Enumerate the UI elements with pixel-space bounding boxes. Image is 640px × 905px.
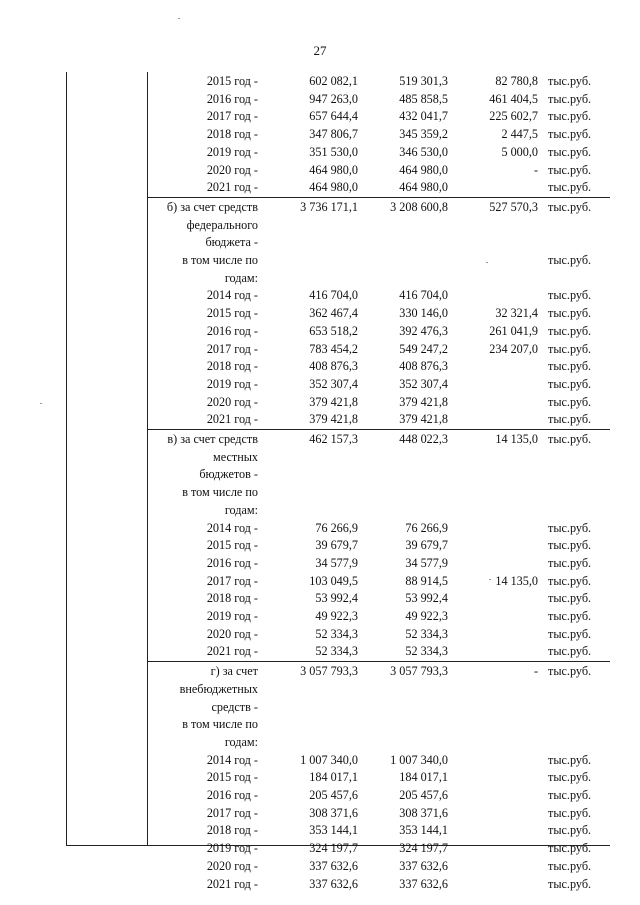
year-row [0, 875, 640, 893]
year-row [0, 357, 640, 375]
section-title-row [0, 715, 640, 733]
total-amount: 464 980,0 [309, 162, 358, 177]
unit-label: тыс.руб. [548, 74, 592, 88]
unit-label: тыс.руб. [548, 323, 592, 338]
unit-label: тыс.руб. [548, 841, 592, 856]
year-label: 2016 год - [206, 91, 258, 106]
total-amount: 337 632,6 [309, 876, 358, 891]
year-row [0, 72, 640, 90]
year-label: 2015 год - [206, 74, 258, 88]
year-row [0, 375, 640, 393]
total-amount: 351 530,0 [309, 144, 358, 159]
section-title-line: годам: [224, 734, 258, 749]
section-header-row [0, 662, 640, 680]
year-row [0, 125, 640, 143]
amount-col-2: 52 334,3 [405, 644, 448, 659]
amount-col-2: 337 632,6 [399, 858, 448, 873]
total-amount: 352 307,4 [309, 376, 358, 391]
unit-label: тыс.руб. [548, 788, 592, 802]
amount-col-2: 1 007 340,0 [390, 752, 448, 767]
section-col-2: 448 022,3 [399, 432, 448, 446]
section-title-row [0, 698, 640, 716]
unit-label: тыс.руб. [548, 288, 592, 303]
year-label: 2016 год - [206, 788, 258, 802]
section-col-3: 14 135,0 [495, 432, 538, 446]
section-title-line: бюджета - [205, 235, 258, 250]
year-label: 2018 год - [206, 591, 258, 606]
amount-col-3: 234 207,0 [489, 341, 538, 356]
total-amount: 337 632,6 [309, 858, 358, 873]
total-amount: 34 577,9 [315, 555, 358, 570]
section-header-row [0, 430, 640, 448]
year-label: 2014 год - [206, 288, 258, 303]
unit-label: тыс.руб. [548, 91, 592, 106]
year-label: 2018 год - [206, 359, 258, 374]
amount-col-2: 379 421,8 [399, 394, 448, 409]
total-amount: 379 421,8 [309, 394, 358, 409]
amount-col-2: 345 359,2 [399, 127, 448, 142]
unit-label: тыс.руб. [548, 573, 592, 588]
total-amount: 602 082,1 [309, 74, 358, 88]
amount-col-2: 464 980,0 [399, 162, 448, 177]
unit-label: тыс.руб. [548, 858, 592, 873]
total-amount: 653 518,2 [309, 323, 358, 338]
section-title-row [0, 483, 640, 501]
section-unit: тыс.руб. [548, 432, 592, 446]
section-sub-unit: тыс.руб. [548, 253, 592, 267]
year-row [0, 161, 640, 179]
unit-label: тыс.руб. [548, 306, 592, 321]
amount-col-2: 76 266,9 [405, 520, 448, 535]
section-col-3: 527 570,3 [489, 199, 538, 214]
amount-col-2: 379 421,8 [399, 412, 448, 427]
section-title-line: г) за счет [210, 664, 258, 679]
year-label: 2016 год - [206, 323, 258, 338]
section-title-line: в том числе по [182, 717, 258, 732]
year-row [0, 536, 640, 554]
amount-col-2: 337 632,6 [399, 876, 448, 891]
year-row [0, 768, 640, 786]
amount-col-2: 485 858,5 [399, 91, 448, 106]
amount-col-2: 88 914,5 [405, 573, 448, 588]
year-row [0, 821, 640, 839]
amount-col-2: 205 457,6 [399, 788, 448, 802]
amount-col-2: 353 144,1 [399, 823, 448, 838]
total-amount: 76 266,9 [315, 520, 358, 535]
unit-label: тыс.руб. [548, 609, 592, 623]
unit-label: тыс.руб. [548, 376, 592, 391]
total-amount: 347 806,7 [309, 127, 358, 142]
unit-label: тыс.руб. [548, 520, 592, 535]
year-row [0, 589, 640, 607]
year-label: 2021 год - [206, 412, 258, 427]
amount-col-3: 261 041,9 [489, 323, 538, 338]
section-title-row [0, 216, 640, 234]
year-label: 2015 год - [206, 770, 258, 785]
amount-col-3: 461 404,5 [489, 91, 538, 106]
year-label: 2019 год - [206, 376, 258, 391]
section-total: 462 157,3 [309, 432, 358, 446]
total-amount: 353 144,1 [309, 823, 358, 838]
total-amount: 49 922,3 [315, 609, 358, 623]
year-label: 2019 год - [206, 144, 258, 159]
year-label: 2014 год - [206, 520, 258, 535]
year-label: 2017 год - [206, 341, 258, 356]
section-total: 3 736 171,1 [300, 199, 358, 214]
year-row [0, 804, 640, 822]
year-row [0, 393, 640, 411]
section-title-line: местных [213, 449, 258, 464]
amount-col-2: 549 247,2 [399, 341, 448, 356]
section-title-line: средств - [211, 699, 258, 714]
amount-col-2: 39 679,7 [405, 538, 448, 553]
amount-col-2: 184 017,1 [399, 770, 448, 785]
section-unit: тыс.руб. [548, 199, 592, 214]
year-row [0, 90, 640, 108]
amount-col-2: 432 041,7 [399, 109, 448, 124]
amount-col-3: 2 447,5 [501, 127, 538, 142]
unit-label: тыс.руб. [548, 144, 592, 159]
amount-col-2: 324 197,7 [399, 841, 448, 856]
year-label: 2021 год - [206, 876, 258, 891]
amount-col-2: 330 146,0 [399, 306, 448, 321]
total-amount: 205 457,6 [309, 788, 358, 802]
section-title-row [0, 465, 640, 483]
total-amount: 379 421,8 [309, 412, 358, 427]
amount-col-2: 49 922,3 [405, 609, 448, 623]
amount-col-2: 519 301,3 [399, 74, 448, 88]
section-title-line: в том числе по [182, 485, 258, 500]
unit-label: тыс.руб. [548, 752, 592, 767]
year-label: 2020 год - [206, 394, 258, 409]
unit-label: тыс.руб. [548, 591, 592, 606]
section-title-line: годам: [224, 270, 258, 285]
year-label: 2021 год - [206, 644, 258, 659]
year-row [0, 625, 640, 643]
unit-label: тыс.руб. [548, 341, 592, 356]
section-title-row [0, 501, 640, 519]
total-amount: 39 679,7 [315, 538, 358, 553]
unit-label: тыс.руб. [548, 644, 592, 659]
year-label: 2019 год - [206, 841, 258, 856]
year-row [0, 322, 640, 340]
section-title-line: внебюджетных [179, 681, 258, 696]
year-label: 2019 год - [206, 609, 258, 623]
year-label: 2020 год - [206, 162, 258, 177]
year-row [0, 751, 640, 769]
section-col-3: - [533, 664, 538, 679]
year-row [0, 178, 640, 196]
amount-col-2: 352 307,4 [399, 376, 448, 391]
section-title-row [0, 233, 640, 251]
year-row [0, 143, 640, 161]
year-label: 2017 год - [206, 573, 258, 588]
section-title-line: федерального [186, 217, 258, 232]
unit-label: тыс.руб. [548, 394, 592, 409]
year-row [0, 642, 640, 660]
unit-label: тыс.руб. [548, 109, 592, 124]
section-title-row [0, 448, 640, 466]
section-title-line: в) за счет средств [167, 432, 258, 446]
year-label: 2014 год - [206, 752, 258, 767]
total-amount: 52 334,3 [315, 644, 358, 659]
unit-label: тыс.руб. [548, 180, 592, 195]
section-title-line: годам: [224, 502, 258, 517]
section-col-2: 3 057 793,3 [390, 664, 448, 679]
section-title-row [0, 251, 640, 269]
year-label: 2020 год - [206, 626, 258, 641]
amount-col-2: 416 704,0 [399, 288, 448, 303]
amount-col-2: 308 371,6 [399, 805, 448, 820]
amount-col-3: 82 780,8 [495, 74, 538, 88]
total-amount: 408 876,3 [309, 359, 358, 374]
amount-col-2: 346 530,0 [399, 144, 448, 159]
unit-label: тыс.руб. [548, 359, 592, 374]
amount-col-3: 32 321,4 [495, 306, 538, 321]
year-label: 2018 год - [206, 823, 258, 838]
year-row [0, 607, 640, 625]
total-amount: 184 017,1 [309, 770, 358, 785]
amount-col-2: 52 334,3 [405, 626, 448, 641]
year-row [0, 304, 640, 322]
unit-label: тыс.руб. [548, 538, 592, 553]
amount-col-3: - [533, 162, 538, 177]
year-label: 2017 год - [206, 109, 258, 124]
unit-label: тыс.руб. [548, 412, 592, 427]
unit-label: тыс.руб. [548, 626, 592, 641]
year-row [0, 410, 640, 428]
unit-label: тыс.руб. [548, 876, 592, 891]
total-amount: 52 334,3 [315, 626, 358, 641]
total-amount: 362 467,4 [309, 306, 358, 321]
amount-col-2: 392 476,3 [399, 323, 448, 338]
year-row [0, 786, 640, 804]
year-row [0, 519, 640, 537]
unit-label: тыс.руб. [548, 127, 592, 142]
page-number: 27 [313, 43, 327, 58]
total-amount: 947 263,0 [309, 91, 358, 106]
amount-col-2: 34 577,9 [405, 555, 448, 570]
section-title-row [0, 733, 640, 751]
total-amount: 657 644,4 [309, 109, 358, 124]
year-row [0, 554, 640, 572]
total-amount: 783 454,2 [309, 341, 358, 356]
unit-label: тыс.руб. [548, 823, 592, 838]
section-col-2: 3 208 600,8 [390, 199, 448, 214]
amount-col-2: 408 876,3 [399, 359, 448, 374]
unit-label: тыс.руб. [548, 770, 592, 785]
unit-label: тыс.руб. [548, 555, 592, 570]
total-amount: 1 007 340,0 [300, 752, 358, 767]
section-title-line: в том числе по [182, 253, 258, 267]
total-amount: 324 197,7 [309, 841, 358, 856]
year-label: 2021 год - [206, 180, 258, 195]
year-row [0, 572, 640, 590]
unit-label: тыс.руб. [548, 162, 592, 177]
year-label: 2015 год - [206, 306, 258, 321]
year-row [0, 839, 640, 857]
year-label: 2016 год - [206, 555, 258, 570]
year-row [0, 857, 640, 875]
year-label: 2017 год - [206, 805, 258, 820]
year-row [0, 107, 640, 125]
section-unit: тыс.руб. [548, 664, 592, 679]
section-header-row [0, 198, 640, 216]
amount-col-3: 225 602,7 [489, 109, 538, 124]
total-amount: 103 049,5 [309, 573, 358, 588]
total-amount: 308 371,6 [309, 805, 358, 820]
amount-col-2: 464 980,0 [399, 180, 448, 195]
total-amount: 416 704,0 [309, 288, 358, 303]
section-total: 3 057 793,3 [300, 664, 358, 679]
scan-speck [178, 18, 180, 19]
amount-col-2: 53 992,4 [405, 591, 448, 606]
total-amount: 53 992,4 [315, 591, 358, 606]
amount-col-3: 5 000,0 [501, 144, 538, 159]
year-row [0, 340, 640, 358]
unit-label: тыс.руб. [548, 805, 592, 820]
section-title-row [0, 680, 640, 698]
year-row [0, 286, 640, 304]
year-label: 2015 год - [206, 538, 258, 553]
section-title-line: б) за счет средств [166, 199, 258, 214]
section-title-row [0, 269, 640, 287]
year-label: 2018 год - [206, 127, 258, 142]
amount-col-3: 14 135,0 [495, 573, 538, 588]
total-amount: 464 980,0 [309, 180, 358, 195]
year-label: 2020 год - [206, 858, 258, 873]
section-title-line: бюджетов - [199, 467, 258, 482]
